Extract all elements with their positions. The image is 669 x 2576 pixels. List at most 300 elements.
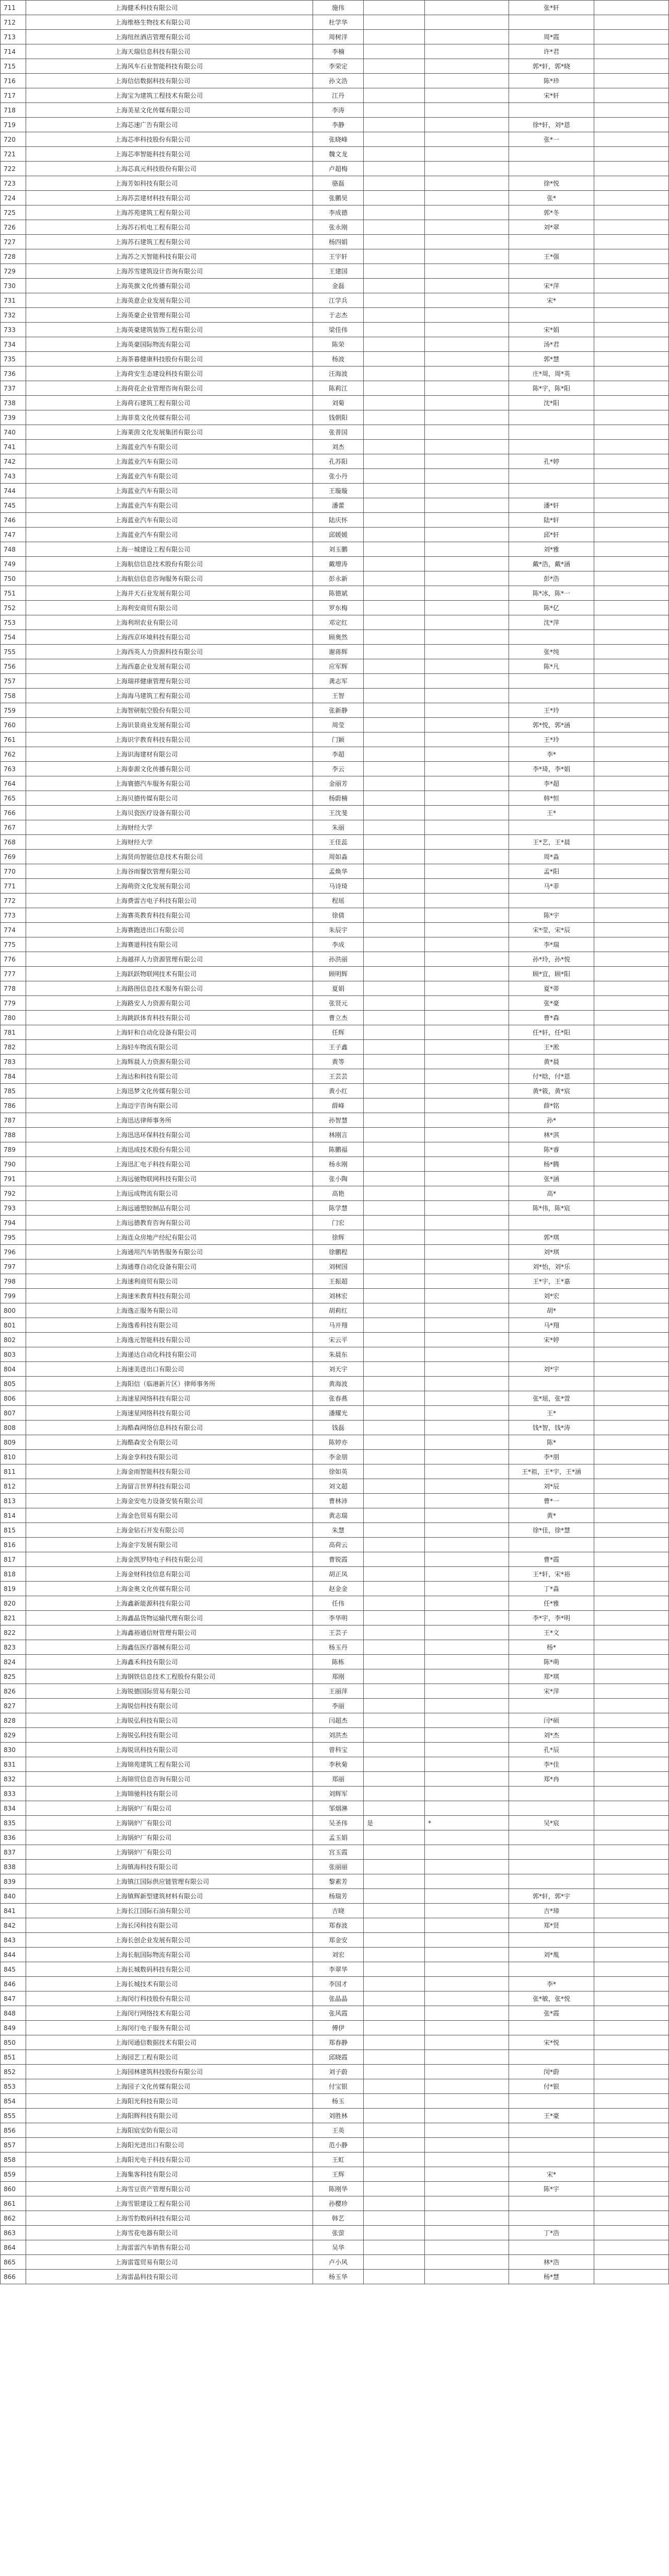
extra-cell bbox=[594, 1713, 669, 1728]
flag-cell bbox=[364, 1728, 425, 1743]
person-name-cell: 杨永刚 bbox=[313, 1157, 364, 1172]
table-row bbox=[1, 615, 669, 630]
table-row bbox=[1, 791, 669, 806]
company-name-cell: 上海苏石建筑工程有限公司 bbox=[26, 235, 313, 249]
company-name-cell: 上海园林建筑科技股份有限公司 bbox=[26, 2065, 313, 2079]
person-name-cell: 戴增涛 bbox=[313, 557, 364, 571]
extra-cell bbox=[594, 1128, 669, 1142]
note-cell bbox=[425, 293, 509, 308]
note-cell bbox=[425, 981, 509, 996]
table-row bbox=[1, 176, 669, 191]
extra-cell bbox=[594, 674, 669, 689]
table-row bbox=[1, 396, 669, 410]
row-number-cell: 780 bbox=[1, 1011, 26, 1025]
note-cell bbox=[425, 498, 509, 513]
note-cell bbox=[425, 1318, 509, 1333]
table-row bbox=[1, 996, 669, 1011]
note-cell bbox=[425, 1421, 509, 1435]
extra-cell bbox=[594, 1757, 669, 1772]
row-number-cell: 722 bbox=[1, 162, 26, 176]
note-cell bbox=[425, 2079, 509, 2094]
note-cell bbox=[425, 1757, 509, 1772]
flag-cell bbox=[364, 147, 425, 162]
flag-cell bbox=[364, 1084, 425, 1098]
table-row bbox=[1, 440, 669, 454]
row-number-cell: 819 bbox=[1, 1582, 26, 1596]
extra-cell bbox=[594, 147, 669, 162]
row-number-cell: 772 bbox=[1, 894, 26, 908]
table-row bbox=[1, 308, 669, 323]
company-name-cell: 上海蓝业汽车有限公司 bbox=[26, 440, 313, 454]
table-row bbox=[1, 703, 669, 718]
flag-cell bbox=[364, 996, 425, 1011]
table-row bbox=[1, 601, 669, 615]
company-name-cell: 上海鑫伍医疗器械有限公司 bbox=[26, 1640, 313, 1655]
flag-cell bbox=[364, 2123, 425, 2138]
note-cell bbox=[425, 762, 509, 776]
company-name-cell: 上海轻车物流有限公司 bbox=[26, 1040, 313, 1055]
note-cell bbox=[425, 1391, 509, 1406]
extra-cell bbox=[594, 1669, 669, 1684]
company-name-cell: 上海闵行网络技术有限公司 bbox=[26, 2006, 313, 2021]
table-row bbox=[1, 337, 669, 352]
company-name-cell: 上海雪银建设工程有限公司 bbox=[26, 2196, 313, 2211]
row-number-cell: 813 bbox=[1, 1494, 26, 1508]
row-number-cell: 737 bbox=[1, 381, 26, 396]
person-name-cell: 李云 bbox=[313, 762, 364, 776]
extra-cell bbox=[594, 1435, 669, 1450]
row-number-cell: 798 bbox=[1, 1274, 26, 1289]
family-members-cell bbox=[509, 2196, 594, 2211]
family-members-cell: 宋* bbox=[509, 293, 594, 308]
flag-cell bbox=[364, 908, 425, 923]
company-name-cell: 上海锅炉厂有限公司 bbox=[26, 1845, 313, 1860]
row-number-cell: 866 bbox=[1, 2270, 26, 2284]
row-number-cell: 741 bbox=[1, 440, 26, 454]
company-name-cell: 上海路图信息技术服务有限公司 bbox=[26, 981, 313, 996]
extra-cell bbox=[594, 718, 669, 732]
person-name-cell: 骆磊 bbox=[313, 176, 364, 191]
row-number-cell: 727 bbox=[1, 235, 26, 249]
person-name-cell: 黎素芳 bbox=[313, 1874, 364, 1889]
note-cell bbox=[425, 601, 509, 615]
person-name-cell: 徐辉 bbox=[313, 1230, 364, 1245]
person-name-cell: 杨蔚楠 bbox=[313, 791, 364, 806]
extra-cell bbox=[594, 1772, 669, 1787]
extra-cell bbox=[594, 176, 669, 191]
company-name-cell: 上海路安人力资源有限公司 bbox=[26, 996, 313, 1011]
table-row bbox=[1, 747, 669, 762]
company-name-cell: 上海长冈科技有限公司 bbox=[26, 1918, 313, 1933]
person-name-cell: 梁佳伟 bbox=[313, 323, 364, 337]
company-name-cell: 上海钢铁信息技术工程股份有限公司 bbox=[26, 1669, 313, 1684]
table-row bbox=[1, 1040, 669, 1055]
family-members-cell: 黄*晨 bbox=[509, 1055, 594, 1069]
company-name-cell: 上海英旗文化传播有限公司 bbox=[26, 279, 313, 293]
note-cell bbox=[425, 586, 509, 601]
extra-cell bbox=[594, 1347, 669, 1362]
note-cell bbox=[425, 1874, 509, 1889]
table-row bbox=[1, 1391, 669, 1406]
row-number-cell: 764 bbox=[1, 776, 26, 791]
flag-cell bbox=[364, 1625, 425, 1640]
company-name-cell: 上海金雨智能科技有限公司 bbox=[26, 1464, 313, 1479]
row-number-cell: 779 bbox=[1, 996, 26, 1011]
row-number-cell: 754 bbox=[1, 630, 26, 645]
table-row bbox=[1, 1113, 669, 1128]
family-members-cell: 郭*轩，郭*晓 bbox=[509, 59, 594, 74]
extra-cell bbox=[594, 952, 669, 967]
flag-cell bbox=[364, 1157, 425, 1172]
extra-cell bbox=[594, 937, 669, 952]
note-cell bbox=[425, 630, 509, 645]
company-name-cell: 上海辉晨人力资源有限公司 bbox=[26, 1055, 313, 1069]
note-cell bbox=[425, 1655, 509, 1669]
extra-cell bbox=[594, 967, 669, 981]
extra-cell bbox=[594, 601, 669, 615]
extra-cell bbox=[594, 454, 669, 469]
company-name-cell: 上海鑫裕通信财管理有限公司 bbox=[26, 1625, 313, 1640]
table-row bbox=[1, 1611, 669, 1625]
family-members-cell: 李* bbox=[509, 1977, 594, 1991]
table-row bbox=[1, 1494, 669, 1508]
flag-cell bbox=[364, 1318, 425, 1333]
family-members-cell bbox=[509, 820, 594, 835]
person-name-cell: 孙智慧 bbox=[313, 1113, 364, 1128]
person-name-cell: 赵金金 bbox=[313, 1582, 364, 1596]
family-members-cell: 宋*萍 bbox=[509, 1684, 594, 1699]
person-name-cell: 郑丽 bbox=[313, 1772, 364, 1787]
company-name-cell: 上海速利商贸有限公司 bbox=[26, 1274, 313, 1289]
person-name-cell: 刘子蔚 bbox=[313, 2065, 364, 2079]
table-row bbox=[1, 1757, 669, 1772]
flag-cell bbox=[364, 864, 425, 879]
family-members-cell: 张*瑶，张*萱 bbox=[509, 1391, 594, 1406]
person-name-cell: 张鹏昊 bbox=[313, 191, 364, 205]
flag-cell bbox=[364, 2270, 425, 2284]
note-cell bbox=[425, 557, 509, 571]
table-row bbox=[1, 1333, 669, 1347]
table-row bbox=[1, 410, 669, 425]
company-name-cell: 上海荷石建筑工程有限公司 bbox=[26, 396, 313, 410]
family-members-cell bbox=[509, 264, 594, 279]
company-name-cell: 上海雷雷汽车销售有限公司 bbox=[26, 2240, 313, 2255]
family-members-cell: 黄*筱，黄*宸 bbox=[509, 1084, 594, 1098]
extra-cell bbox=[594, 776, 669, 791]
note-cell bbox=[425, 1084, 509, 1098]
flag-cell bbox=[364, 74, 425, 88]
company-name-cell: 上海鑫禾科技有限公司 bbox=[26, 1655, 313, 1669]
note-cell bbox=[425, 747, 509, 762]
person-name-cell: 杨玉丹 bbox=[313, 1640, 364, 1655]
note-cell bbox=[425, 835, 509, 850]
table-row bbox=[1, 1582, 669, 1596]
company-name-cell: 上海金安电力设备安装有限公司 bbox=[26, 1494, 313, 1508]
note-cell bbox=[425, 2050, 509, 2065]
note-cell bbox=[425, 1464, 509, 1479]
note-cell bbox=[425, 1743, 509, 1757]
person-name-cell: 罗东梅 bbox=[313, 601, 364, 615]
table-row bbox=[1, 1318, 669, 1333]
company-name-cell: 上海莱茵文化发展集团有限公司 bbox=[26, 425, 313, 440]
note-cell bbox=[425, 1582, 509, 1596]
extra-cell bbox=[594, 191, 669, 205]
note-cell bbox=[425, 1538, 509, 1552]
note-cell bbox=[425, 352, 509, 367]
table-row bbox=[1, 659, 669, 674]
note-cell bbox=[425, 2196, 509, 2211]
row-number-cell: 739 bbox=[1, 410, 26, 425]
note-cell bbox=[425, 2021, 509, 2035]
table-row bbox=[1, 1523, 669, 1538]
family-members-cell: 郑*冉 bbox=[509, 1772, 594, 1787]
family-members-cell: 郭*轩，郭*宇 bbox=[509, 1889, 594, 1904]
flag-cell bbox=[364, 425, 425, 440]
row-number-cell: 752 bbox=[1, 601, 26, 615]
flag-cell bbox=[364, 469, 425, 484]
company-name-cell: 上海锐弘科技有限公司 bbox=[26, 1728, 313, 1743]
company-name-cell: 上海芯速广告有限公司 bbox=[26, 118, 313, 132]
flag-cell bbox=[364, 1333, 425, 1347]
row-number-cell: 791 bbox=[1, 1172, 26, 1186]
row-number-cell: 826 bbox=[1, 1684, 26, 1699]
note-cell bbox=[425, 1933, 509, 1948]
note-cell bbox=[425, 645, 509, 659]
extra-cell bbox=[594, 864, 669, 879]
family-members-cell: 刘*胤 bbox=[509, 1948, 594, 1962]
family-members-cell bbox=[509, 162, 594, 176]
row-number-cell: 756 bbox=[1, 659, 26, 674]
row-number-cell: 817 bbox=[1, 1552, 26, 1567]
person-name-cell: 谢蒋辉 bbox=[313, 645, 364, 659]
company-name-cell: 上海速星网络科技有限公司 bbox=[26, 1406, 313, 1421]
note-cell bbox=[425, 1260, 509, 1274]
company-name-cell: 上海赛跑进出口有限公司 bbox=[26, 923, 313, 937]
note-cell bbox=[425, 806, 509, 820]
company-name-cell: 上海蓝业汽车有限公司 bbox=[26, 484, 313, 498]
extra-cell bbox=[594, 557, 669, 571]
flag-cell bbox=[364, 762, 425, 776]
flag-cell bbox=[364, 1860, 425, 1874]
person-name-cell: 朱丽 bbox=[313, 820, 364, 835]
company-name-cell: 上海留言世界科技有限公司 bbox=[26, 1479, 313, 1494]
row-number-cell: 861 bbox=[1, 2196, 26, 2211]
row-number-cell: 777 bbox=[1, 967, 26, 981]
row-number-cell: 734 bbox=[1, 337, 26, 352]
table-row bbox=[1, 381, 669, 396]
person-name-cell: 朱慧 bbox=[313, 1523, 364, 1538]
table-row bbox=[1, 1962, 669, 1977]
flag-cell bbox=[364, 1962, 425, 1977]
company-name-cell: 上海识海建材有限公司 bbox=[26, 747, 313, 762]
person-name-cell: 王佳蕊 bbox=[313, 835, 364, 850]
family-members-cell: 付*银 bbox=[509, 2079, 594, 2094]
extra-cell bbox=[594, 1157, 669, 1172]
row-number-cell: 843 bbox=[1, 1933, 26, 1948]
extra-cell bbox=[594, 293, 669, 308]
row-number-cell: 823 bbox=[1, 1640, 26, 1655]
family-members-cell: 潘*轩 bbox=[509, 498, 594, 513]
extra-cell bbox=[594, 908, 669, 923]
table-row bbox=[1, 894, 669, 908]
flag-cell bbox=[364, 176, 425, 191]
flag-cell bbox=[364, 571, 425, 586]
extra-cell bbox=[594, 1, 669, 15]
table-row bbox=[1, 235, 669, 249]
extra-cell bbox=[594, 30, 669, 44]
extra-cell bbox=[594, 2050, 669, 2065]
row-number-cell: 721 bbox=[1, 147, 26, 162]
flag-cell bbox=[364, 1904, 425, 1918]
extra-cell bbox=[594, 2006, 669, 2021]
table-row bbox=[1, 1977, 669, 1991]
family-members-cell: 马*翔 bbox=[509, 1318, 594, 1333]
flag-cell bbox=[364, 2109, 425, 2123]
person-name-cell: 李静 bbox=[313, 118, 364, 132]
flag-cell bbox=[364, 1, 425, 15]
note-cell bbox=[425, 1508, 509, 1523]
person-name-cell: 刘辉军 bbox=[313, 1787, 364, 1801]
flag-cell bbox=[364, 528, 425, 542]
note-cell bbox=[425, 2109, 509, 2123]
family-members-cell: 王*玲 bbox=[509, 732, 594, 747]
flag-cell bbox=[364, 2196, 425, 2211]
family-members-cell: 陈*冰，陈*一 bbox=[509, 586, 594, 601]
family-members-cell: 孙*玲，孙*悦 bbox=[509, 952, 594, 967]
note-cell bbox=[425, 2138, 509, 2153]
row-number-cell: 762 bbox=[1, 747, 26, 762]
flag-cell bbox=[364, 1508, 425, 1523]
row-number-cell: 821 bbox=[1, 1611, 26, 1625]
person-name-cell: 吴圣伟 bbox=[313, 1816, 364, 1830]
extra-cell bbox=[594, 630, 669, 645]
person-name-cell: 郑春静 bbox=[313, 2035, 364, 2050]
flag-cell bbox=[364, 1699, 425, 1713]
family-members-cell: 杨* bbox=[509, 1640, 594, 1655]
company-name-cell: 上海英豪国际物流有限公司 bbox=[26, 337, 313, 352]
family-members-cell bbox=[509, 1801, 594, 1816]
note-cell bbox=[425, 1450, 509, 1464]
row-number-cell: 745 bbox=[1, 498, 26, 513]
row-number-cell: 729 bbox=[1, 264, 26, 279]
company-name-cell: 上海识宇教育科技有限公司 bbox=[26, 732, 313, 747]
extra-cell bbox=[594, 2123, 669, 2138]
company-name-cell: 上海锐讯科技有限公司 bbox=[26, 1743, 313, 1757]
row-number-cell: 855 bbox=[1, 2109, 26, 2123]
note-cell bbox=[425, 337, 509, 352]
flag-cell bbox=[364, 1216, 425, 1230]
family-members-cell: 李*瑞 bbox=[509, 937, 594, 952]
row-number-cell: 838 bbox=[1, 1860, 26, 1874]
family-members-cell: 郭*冬 bbox=[509, 205, 594, 220]
table-row bbox=[1, 1303, 669, 1318]
extra-cell bbox=[594, 645, 669, 659]
flag-cell bbox=[364, 850, 425, 864]
row-number-cell: 733 bbox=[1, 323, 26, 337]
flag-cell bbox=[364, 1523, 425, 1538]
note-cell bbox=[425, 952, 509, 967]
family-members-cell: 周*淼 bbox=[509, 850, 594, 864]
flag-cell bbox=[364, 1450, 425, 1464]
extra-cell bbox=[594, 1216, 669, 1230]
row-number-cell: 828 bbox=[1, 1713, 26, 1728]
extra-cell bbox=[594, 44, 669, 59]
note-cell bbox=[425, 1904, 509, 1918]
extra-cell bbox=[594, 1523, 669, 1538]
flag-cell bbox=[364, 1655, 425, 1669]
company-name-cell: 上海英意企业发展有限公司 bbox=[26, 293, 313, 308]
row-number-cell: 774 bbox=[1, 923, 26, 937]
person-name-cell: 曹锐霞 bbox=[313, 1552, 364, 1567]
person-name-cell: 刘林宏 bbox=[313, 1289, 364, 1303]
table-row bbox=[1, 1421, 669, 1435]
table-row bbox=[1, 557, 669, 571]
table-row bbox=[1, 1948, 669, 1962]
table-row bbox=[1, 967, 669, 981]
row-number-cell: 782 bbox=[1, 1040, 26, 1055]
family-members-cell: 郭*慧 bbox=[509, 352, 594, 367]
person-name-cell: 马诗琦 bbox=[313, 879, 364, 894]
extra-cell bbox=[594, 879, 669, 894]
family-members-cell bbox=[509, 689, 594, 703]
flag-cell bbox=[364, 15, 425, 30]
note-cell bbox=[425, 1728, 509, 1743]
row-number-cell: 748 bbox=[1, 542, 26, 557]
note-cell bbox=[425, 162, 509, 176]
note-cell bbox=[425, 118, 509, 132]
person-name-cell: 张晶晶 bbox=[313, 1991, 364, 2006]
extra-cell bbox=[594, 2270, 669, 2284]
flag-cell bbox=[364, 1567, 425, 1582]
flag-cell bbox=[364, 776, 425, 791]
family-members-cell: 付*晗，付*恩 bbox=[509, 1069, 594, 1084]
person-name-cell: 林刚言 bbox=[313, 1128, 364, 1142]
company-name-cell: 上海瑞祥健康管理有限公司 bbox=[26, 674, 313, 689]
person-name-cell: 马开翔 bbox=[313, 1318, 364, 1333]
flag-cell bbox=[364, 381, 425, 396]
family-members-cell bbox=[509, 1933, 594, 1948]
flag-cell bbox=[364, 1098, 425, 1113]
family-members-cell: 杨*腾 bbox=[509, 1157, 594, 1172]
person-name-cell: 王振超 bbox=[313, 1274, 364, 1289]
extra-cell bbox=[594, 1904, 669, 1918]
table-row bbox=[1, 118, 669, 132]
row-number-cell: 759 bbox=[1, 703, 26, 718]
row-number-cell: 811 bbox=[1, 1464, 26, 1479]
extra-cell bbox=[594, 1933, 669, 1948]
company-name-cell: 上海锦驰科技有限公司 bbox=[26, 1787, 313, 1801]
family-members-cell: 张*豪 bbox=[509, 996, 594, 1011]
company-name-cell: 上海谷雨餐饮管理有限公司 bbox=[26, 864, 313, 879]
company-name-cell: 上海苏雪建筑设计咨询有限公司 bbox=[26, 264, 313, 279]
extra-cell bbox=[594, 469, 669, 484]
note-cell bbox=[425, 1889, 509, 1904]
flag-cell bbox=[364, 1552, 425, 1567]
company-name-cell: 上海泰源文化传播有限公司 bbox=[26, 762, 313, 776]
person-name-cell: 邱媛媛 bbox=[313, 528, 364, 542]
row-number-cell: 858 bbox=[1, 2153, 26, 2167]
family-members-cell: 张*敏，张*悦 bbox=[509, 1991, 594, 2006]
flag-cell bbox=[364, 59, 425, 74]
extra-cell bbox=[594, 1391, 669, 1406]
company-name-cell: 上海迅梦文化传媒有限公司 bbox=[26, 1084, 313, 1098]
flag-cell bbox=[364, 1186, 425, 1201]
row-number-cell: 723 bbox=[1, 176, 26, 191]
extra-cell bbox=[594, 615, 669, 630]
extra-cell bbox=[594, 410, 669, 425]
extra-cell bbox=[594, 571, 669, 586]
company-name-cell: 上海金色贸易有限公司 bbox=[26, 1508, 313, 1523]
